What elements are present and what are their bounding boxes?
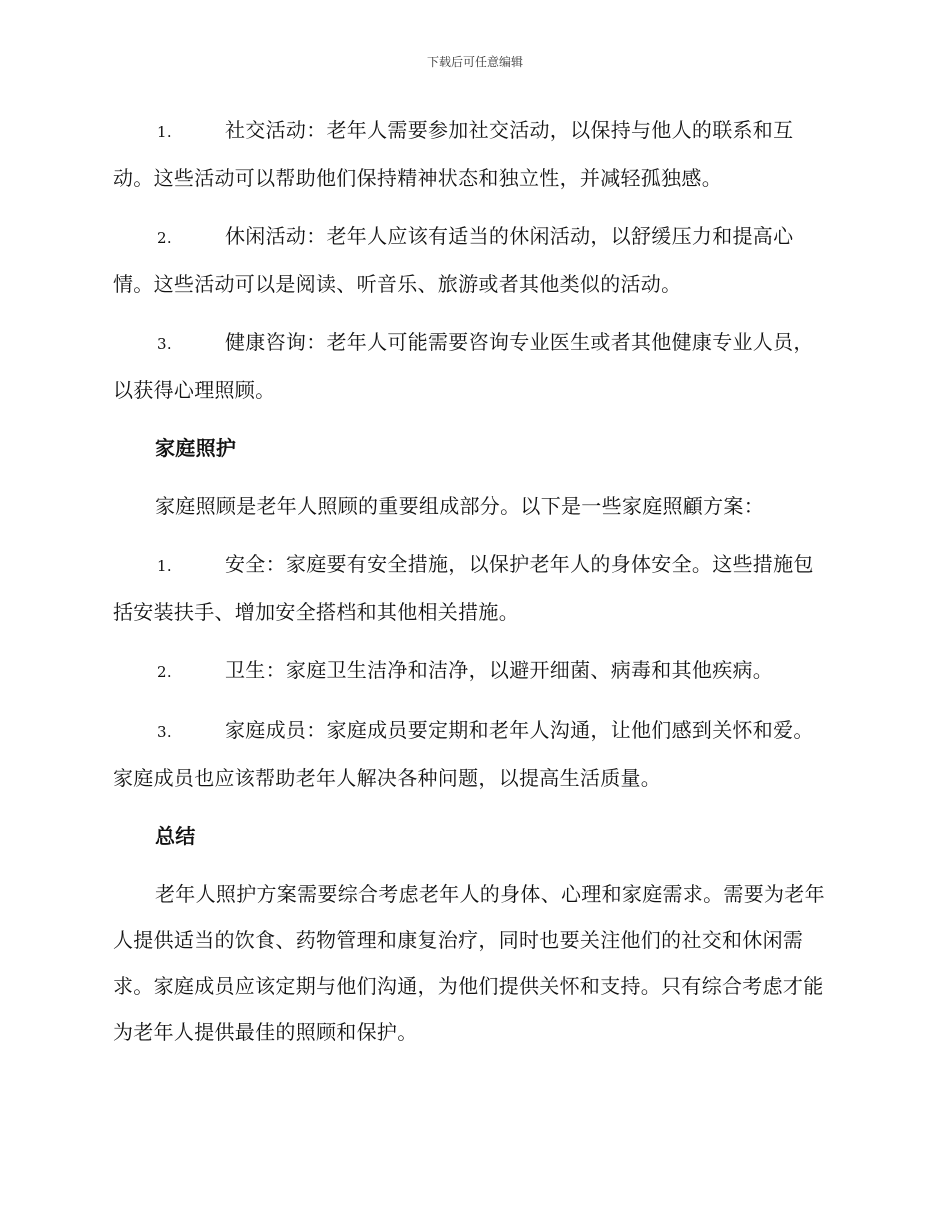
list-number: 3. (157, 723, 172, 741)
list-text: 卫生：家庭卫生洁净和洁净，以避开细菌、病毒和其他疾病。 (225, 658, 774, 682)
list-text: 健康咨询：老年人可能需要咨询专业医生或者其他健康专业人员，以获得心理照顾。 (113, 330, 814, 402)
list-text: 家庭成员：家庭成员要定期和老年人沟通，让他们感到关怀和爱。家庭成员也应该帮助老年人解决各种问题，以提高生活质量。 (113, 718, 814, 790)
list-item (113, 213, 833, 307)
list-item (113, 707, 833, 801)
list-item (113, 107, 833, 201)
header-note: 下载后可任意编辑 (426, 55, 523, 69)
list-number: 2. (157, 663, 172, 681)
list-text: 安全：家庭要有安全措施，以保护老年人的身体安全。这些措施包括安装扶手、增加安全搭档和其他相关措施。 (113, 552, 814, 624)
list-item (113, 541, 833, 635)
summary-paragraph: 老年人照护方案需要综合考虑老年人的身体、心理和家庭需求。需要为老年人提供适当的饮食、药物管理和康复治疗，同时也要关注他们的社交和休闲需求。家庭成员应该定期与他们沟通，为他们提供关怀和支持。只有综合考虑才能为老年人提供最佳的照顾和保护。 (113, 882, 825, 1044)
list-number: 2. (157, 229, 172, 247)
section-intro: 家庭照顾是老年人照顾的重要组成部分。以下是一些家庭照顧方案： (155, 494, 764, 518)
list-number: 3. (157, 335, 172, 353)
section-heading-summary: 总结 (155, 824, 196, 848)
section-heading-family-care: 家庭照护 (155, 436, 237, 460)
list-number: 1. (157, 557, 172, 575)
list-text: 休闲活动：老年人应该有适当的休闲活动，以舒缓压力和提高心情。这些活动可以是阅读、听音乐、旅游或者其他类似的活动。 (113, 224, 794, 296)
list-item (113, 319, 833, 413)
list-text: 社交活动：老年人需要参加社交活动，以保持与他人的联系和互动。这些活动可以帮助他们保持精神状态和独立性，并减轻孤独感。 (113, 118, 794, 190)
list-number: 1. (157, 123, 172, 141)
document-body (113, 107, 833, 1067)
list-item (113, 647, 833, 695)
